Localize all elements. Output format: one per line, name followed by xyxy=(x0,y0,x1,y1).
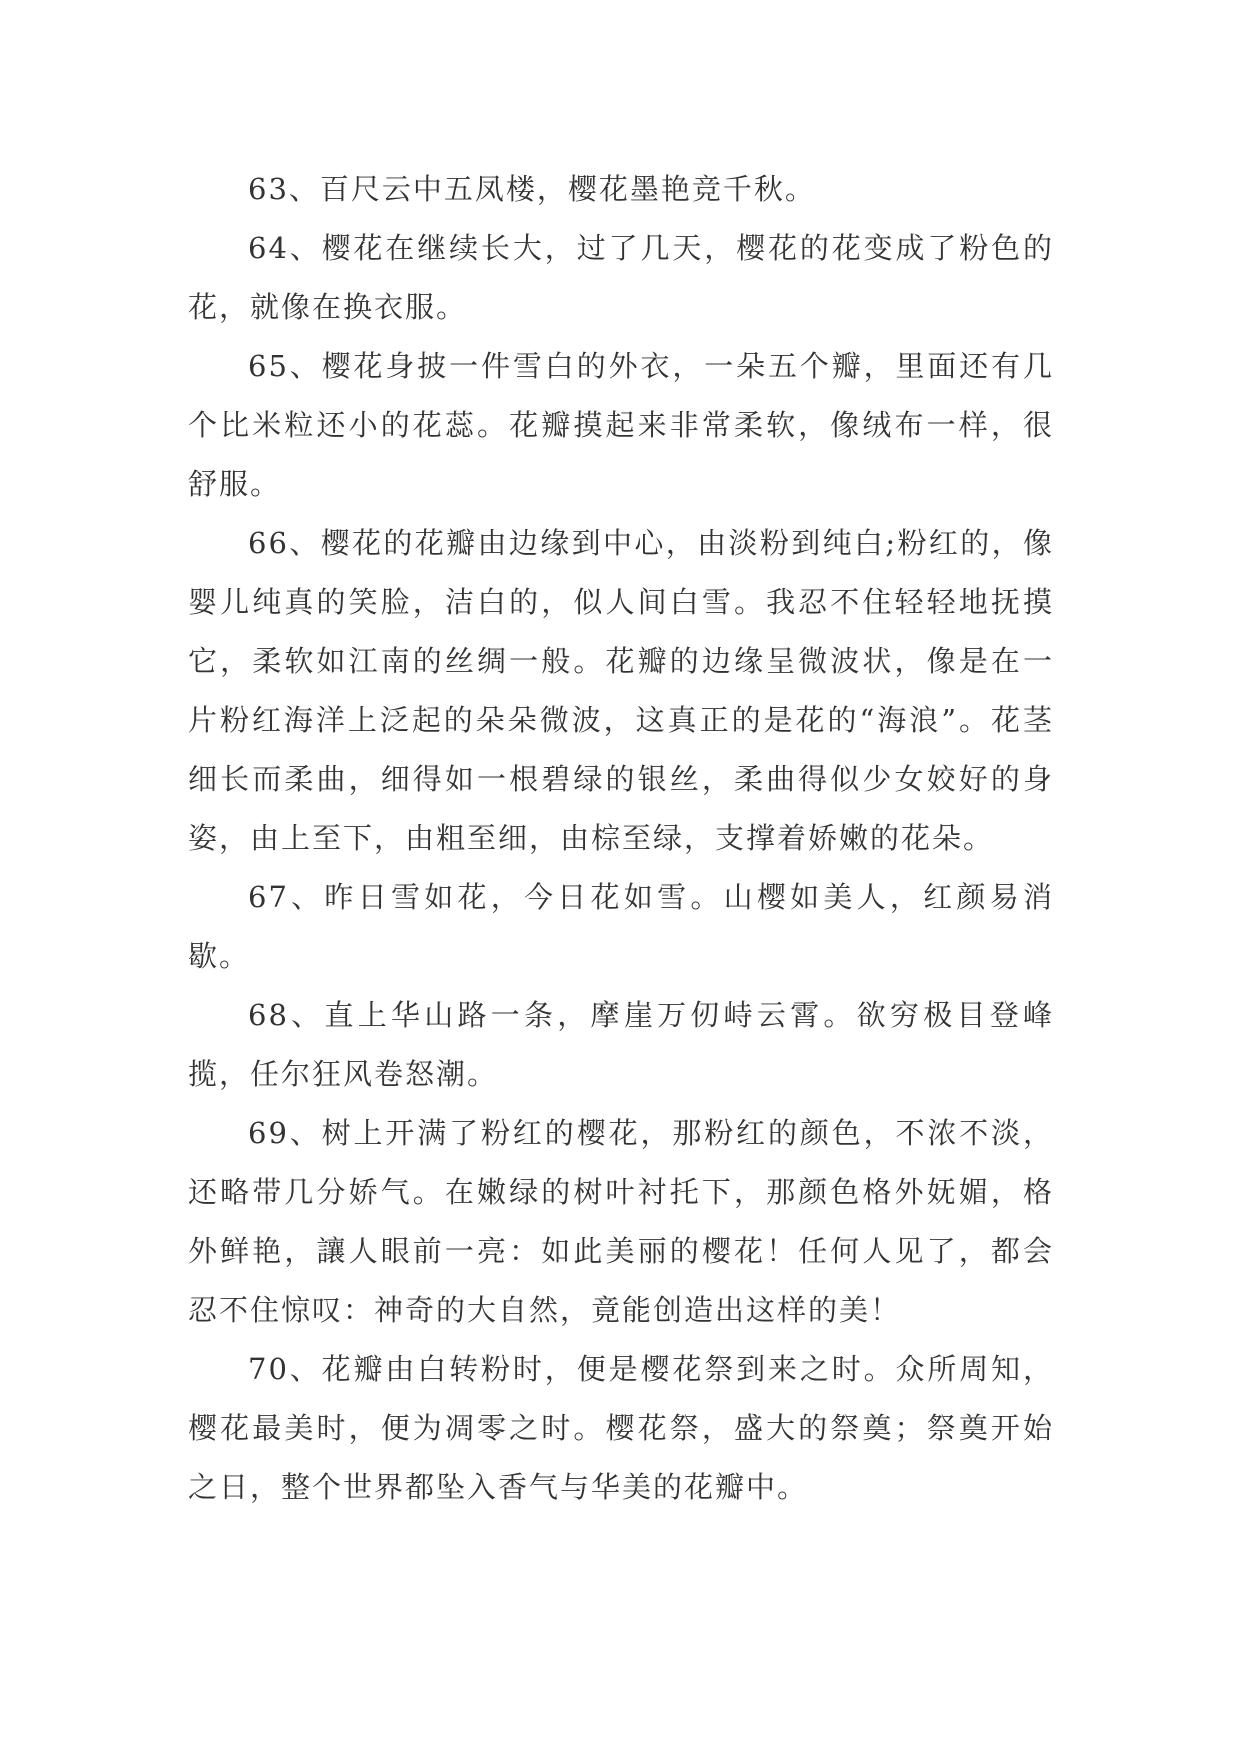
paragraph-70: 70、花瓣由白转粉时，便是樱花祭到来之时。众所周知，樱花最美时，便为凋零之时。樱花祭，盛大的祭奠；祭奠开始之日，整个世界都坠入香气与华美的花瓣中。 xyxy=(188,1352,1054,1504)
paragraph-65: 65、樱花身披一件雪白的外衣，一朵五个瓣，里面还有几个比米粒还小的花蕊。花瓣摸起来非常柔软，像绒布一样，很舒服。 xyxy=(188,349,1054,501)
paragraph-67: 67、昨日雪如花，今日花如雪。山樱如美人，红颜易消歇。 xyxy=(188,880,1054,973)
paragraph-64: 64、樱花在继续长大，过了几天，樱花的花变成了粉色的花，就像在换衣服。 xyxy=(188,231,1054,324)
document-body xyxy=(188,160,1054,1517)
paragraph-66: 66、樱花的花瓣由边缘到中心，由淡粉到纯白;粉红的，像婴儿纯真的笑脸，洁白的，似人间白雪。我忍不住轻轻地抚摸它，柔软如江南的丝绸一般。花瓣的边缘呈微波状，像是在一片粉红海洋上泛起的朵朵微波，这真正的是花的“海浪”。花茎细长而柔曲，细得如一根碧绿的银丝，柔曲得似少女姣好的身姿，由上至下，由粗至细，由棕至绿，支撑着娇嫩的花朵。 xyxy=(188,526,1054,855)
paragraph-69: 69、树上开满了粉红的樱花，那粉红的颜色，不浓不淡，还略带几分娇气。在嫩绿的树叶衬托下，那颜色格外妩媚，格外鲜艳，讓人眼前一亮：如此美丽的樱花！任何人见了，都会忍不住惊叹：神奇的大自然，竟能创造出这样的美！ xyxy=(188,1116,1054,1327)
paragraph-63: 63、百尺云中五凤楼，樱花墨艳竞千秋。 xyxy=(248,172,816,206)
paragraph-68: 68、直上华山路一条，摩崖万仞峙云霄。欲穷极目登峰揽，任尔狂风卷怒潮。 xyxy=(188,998,1054,1091)
